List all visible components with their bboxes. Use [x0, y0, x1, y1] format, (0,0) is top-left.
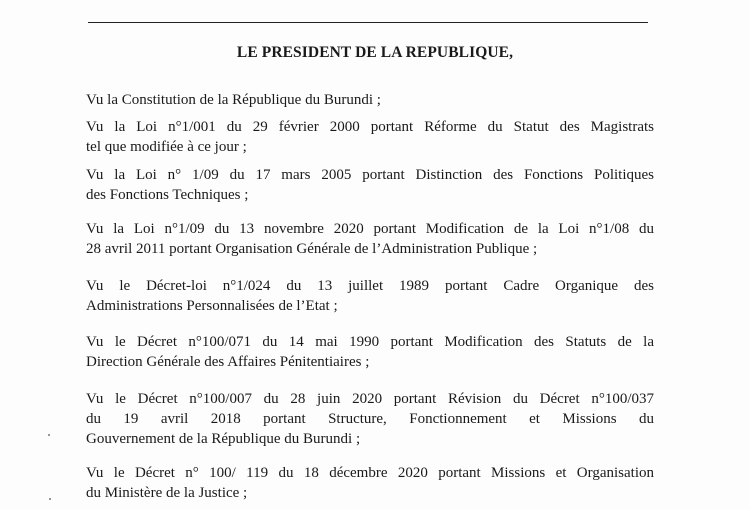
visa-line: des Fonctions Techniques ; [86, 187, 249, 203]
visa-line: Vu le Décret n°100/007 du 28 juin 2020 portant Révision du Décret n°100/037 [86, 391, 654, 407]
visa-paragraph-decret-100-007 [86, 389, 654, 449]
visa-line: Vu le Décret n° 100/ 119 du 18 décembre 2020 portant Missions et Organisation [86, 465, 654, 481]
visa-paragraph-loi-1-09-2020 [86, 219, 654, 259]
visa-line: Vu le Décret n°100/071 du 14 mai 1990 portant Modification des Statuts de la [86, 334, 654, 350]
visa-paragraph-constitution [86, 90, 654, 110]
scan-speck [49, 498, 51, 500]
visa-line: Vu la Loi n°1/001 du 29 février 2000 portant Réforme du Statut des Magistrats [86, 119, 654, 135]
visa-paragraph-loi-1-001 [86, 117, 654, 157]
visa-line: Gouvernement de la République du Burundi ; [86, 431, 361, 447]
visa-line: du Ministère de la Justice ; [86, 485, 248, 501]
visa-paragraph-loi-1-09-2005 [86, 165, 654, 205]
visa-line: Vu le Décret-loi n°1/024 du 13 juillet 1989 portant Cadre Organique des [86, 278, 654, 294]
visa-paragraph-decret-100-119 [86, 463, 654, 503]
visa-paragraph-decret-100-071 [86, 332, 654, 372]
visa-line: Direction Générale des Affaires Pénitentiaires ; [86, 354, 370, 370]
visa-paragraph-decret-loi-1-024 [86, 276, 654, 316]
visa-line: tel que modifiée à ce jour ; [86, 139, 247, 155]
visa-line: du 19 avril 2018 portant Structure, Fonctionnement et Missions du [86, 411, 654, 427]
visa-line: 28 avril 2011 portant Organisation Générale de l’Administration Publique ; [86, 241, 538, 257]
visa-line: Vu la Constitution de la République du Burundi ; [86, 92, 381, 108]
visa-line: Administrations Personnalisées de l’Etat ; [86, 298, 338, 314]
top-rule [88, 22, 648, 23]
visa-line: Vu la Loi n° 1/09 du 17 mars 2005 portant Distinction des Fonctions Politiques [86, 167, 654, 183]
page-title: LE PRESIDENT DE LA REPUBLIQUE, [236, 44, 514, 61]
scan-speck [48, 434, 50, 436]
visa-line: Vu la Loi n°1/09 du 13 novembre 2020 portant Modification de la Loi n°1/08 du [86, 221, 654, 237]
